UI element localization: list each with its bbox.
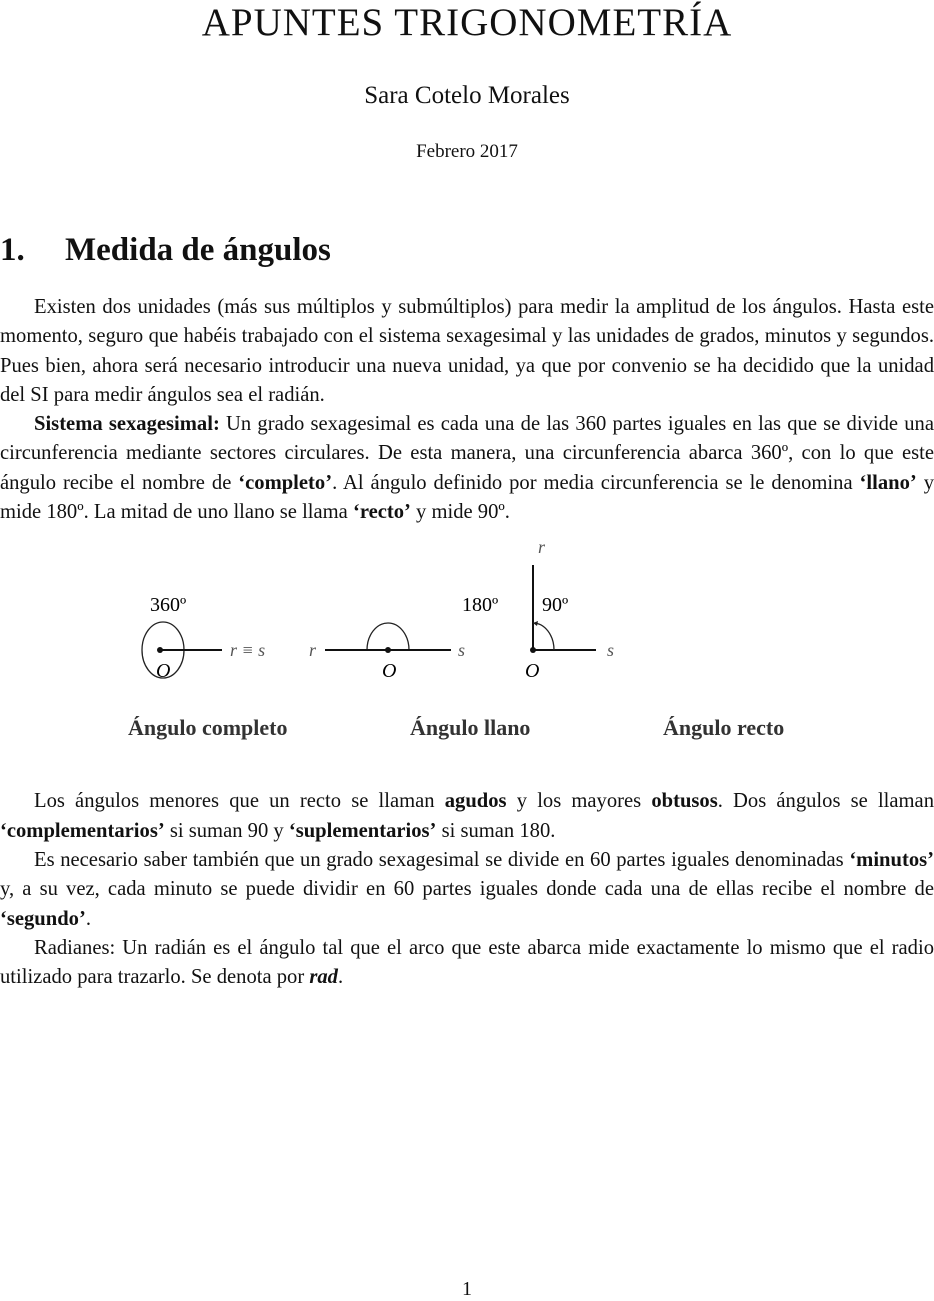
origin-point <box>157 647 163 653</box>
text: . <box>85 907 91 930</box>
ray-s-label: s <box>607 640 615 661</box>
half-circle-arc <box>367 623 409 650</box>
section-heading <box>0 232 331 269</box>
origin-point <box>385 647 391 653</box>
text: Un grado sexagesimal es cada una de las 360 partes iguales en las que se divide una circunferencia mediante sectores circulares. De esta manera, una circunferencia abarca 360º, con lo que este ángulo recibe el nombre de <box>0 413 934 494</box>
text: y, a su vez, cada minuto se puede dividir en 60 partes iguales donde cada una de ellas recibe el nombre de <box>0 878 934 901</box>
date: Febrero 2017 <box>416 141 518 162</box>
term: ‘completo’ <box>238 471 333 494</box>
ray-s-label: s <box>458 640 466 661</box>
ray-label: r ≡ s <box>230 640 266 661</box>
paragraph-radians <box>0 934 934 993</box>
origin-point <box>530 647 536 653</box>
term: ‘minutos’ <box>849 848 934 871</box>
text: si suman 180. <box>436 819 556 842</box>
term: ‘suplementarios’ <box>288 819 437 842</box>
angles-figure <box>0 527 934 787</box>
text: si suman 90 y <box>164 819 289 842</box>
term: obtusos <box>651 790 718 813</box>
text: Es necesario saber también que un grado sexagesimal se divide en 60 partes iguales denominadas <box>34 848 850 871</box>
origin-label: O <box>525 660 540 683</box>
term: ‘complementarios’ <box>0 819 165 842</box>
angle-label-90: 90º <box>542 594 569 617</box>
paragraph-sexagesimal <box>0 410 934 527</box>
angle-label-180: 180º <box>462 594 499 617</box>
right-angle-arc <box>533 623 554 650</box>
angle-label-360: 360º <box>150 594 187 617</box>
term: agudos <box>444 790 507 813</box>
section-number: 1. <box>0 232 25 268</box>
paragraph-intro: Existen dos unidades (más sus múltiplos y submúltiplos) para medir la amplitud de los ángulos. Hasta este momento, seguro que habéis trabajado con el sistema sexagesimal y las unidades de grados, minutos y segundos. Pues bien, ahora será necesario introducir una nueva unidad, ya que por convenio se ha decidido que la unidad del SI para medir ángulos sea el radián. <box>0 296 934 406</box>
paragraph-minutes <box>0 846 934 934</box>
text: . <box>337 966 344 989</box>
paragraph-acute-obtuse <box>0 787 934 846</box>
text: y los mayores <box>506 790 652 813</box>
term: Sistema sexagesimal: <box>34 413 220 436</box>
ray-r-label: r <box>538 537 546 558</box>
origin-label: O <box>156 660 171 683</box>
term-rad: rad <box>309 966 338 989</box>
text: . Dos ángulos se llaman <box>717 790 934 813</box>
term: ‘recto’ <box>352 501 411 524</box>
caption-complete: Ángulo completo <box>128 715 288 741</box>
term: ‘llano’ <box>859 471 917 494</box>
text: y mide 180º. La mitad de uno llano se llama <box>0 471 934 524</box>
text: Los ángulos menores que un recto se llaman <box>34 790 445 813</box>
document-title: APUNTES TRIGONOMETRÍA <box>201 1 733 44</box>
text: Radianes: Un radián es el ángulo tal que el arco que este abarca mide exactamente lo mismo que el radio utilizado para trazarlo. Se denota por <box>0 936 934 989</box>
author: Sara Cotelo Morales <box>364 82 570 109</box>
caption-right: Ángulo recto <box>663 715 785 741</box>
angles-diagram <box>120 535 830 770</box>
section-title: Medida de ángulos <box>65 232 331 268</box>
ray-r-label: r <box>309 640 317 661</box>
text: . Al ángulo definido por media circunferencia se le denomina <box>332 471 860 494</box>
body-text <box>0 293 934 992</box>
term: ‘segundo’ <box>0 907 86 930</box>
page-number: 1 <box>462 1278 472 1300</box>
origin-label: O <box>382 660 397 683</box>
text: y mide 90º. <box>410 501 510 524</box>
caption-flat: Ángulo llano <box>410 715 531 741</box>
